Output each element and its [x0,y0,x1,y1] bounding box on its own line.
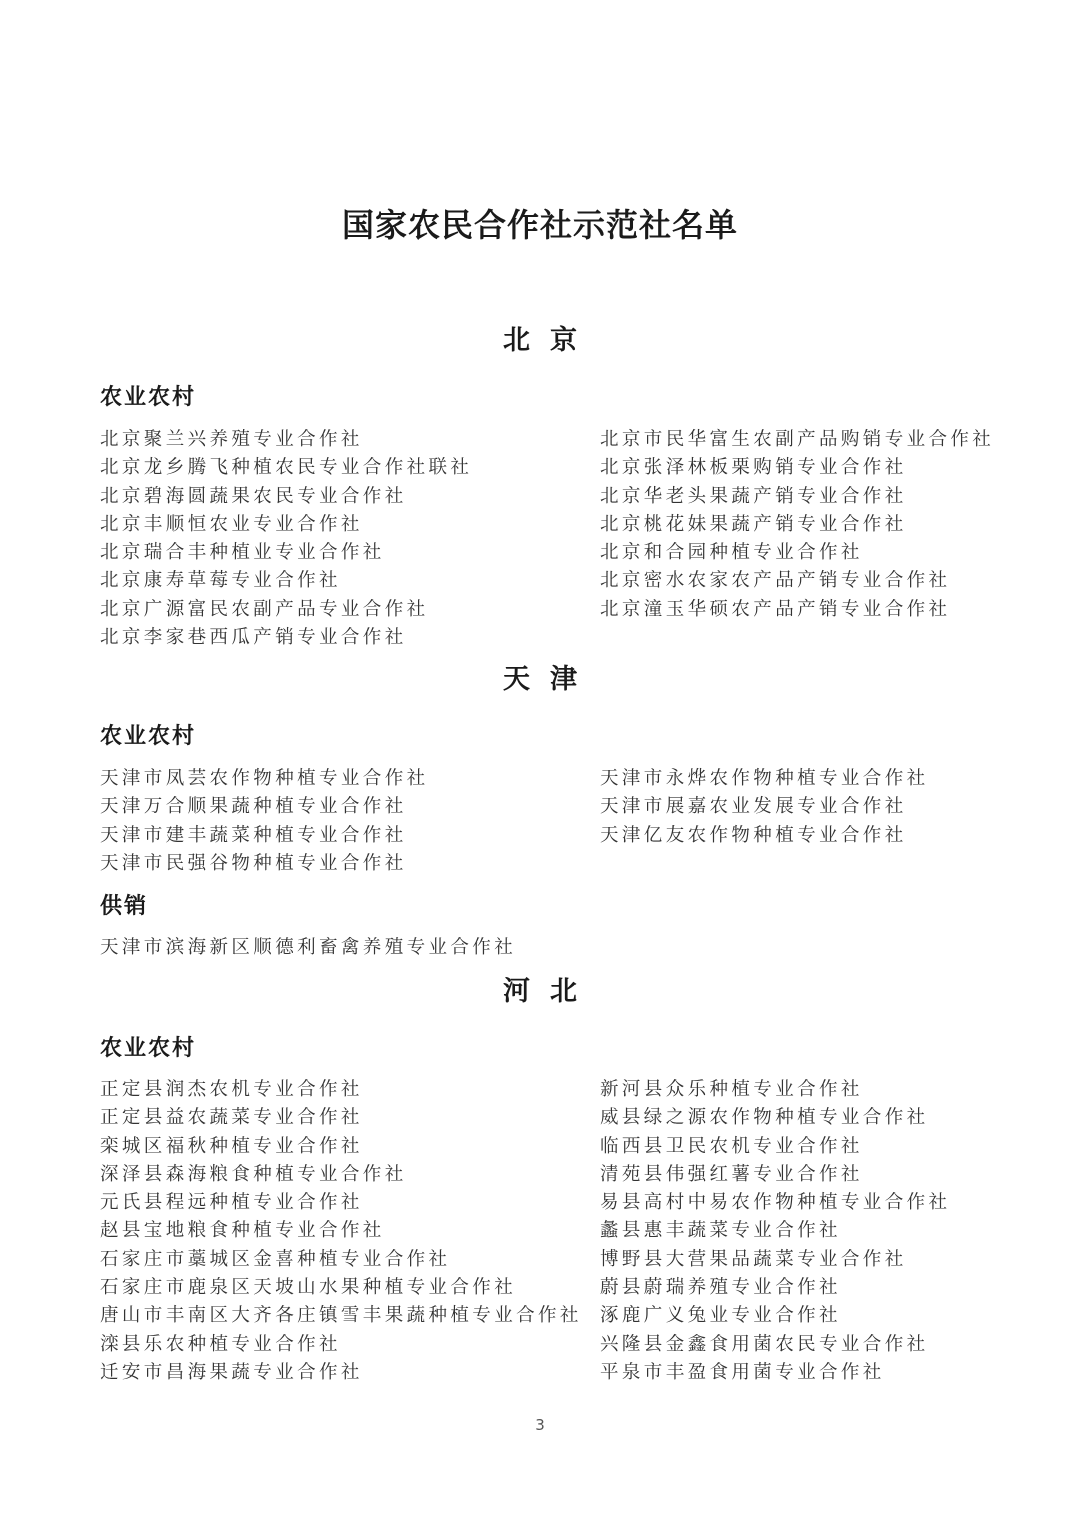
cooperative-item: 平泉市丰盈食用菌专业合作社 [600,1361,885,1383]
cooperative-item: 北京张泽林板栗购销专业合作社 [600,457,907,479]
category-heading: 农业农村 [100,724,197,749]
cooperative-item: 涿鹿广义兔业专业合作社 [600,1305,841,1327]
cooperative-list-right [600,426,994,624]
cooperative-item: 迁安市昌海果蔬专业合作社 [100,1361,363,1383]
cooperative-item: 天津亿友农作物种植专业合作社 [600,824,907,846]
cooperative-list-right [600,765,929,850]
cooperative-item: 北京李家巷西瓜产销专业合作社 [100,627,407,649]
cooperative-item: 唐山市丰南区大齐各庄镇雪丰果蔬种植专业合作社 [100,1305,582,1327]
cooperative-list-left [100,1076,582,1387]
cooperative-item: 蔚县蔚瑞养殖专业合作社 [600,1277,841,1299]
cooperative-item: 北京龙乡腾飞种植农民专业合作社联社 [100,457,473,479]
cooperative-item: 天津市展嘉农业发展专业合作社 [600,796,907,818]
cooperative-item: 北京聚兰兴养殖专业合作社 [100,429,363,450]
cooperative-item: 滦县乐农种植专业合作社 [100,1333,341,1355]
cooperative-item: 元氏县程远种植专业合作社 [100,1192,363,1214]
cooperative-item: 石家庄市藁城区金喜种植专业合作社 [100,1248,451,1270]
cooperative-item: 北京康寿草莓专业合作社 [100,570,341,592]
cooperative-item: 正定县润杰农机专业合作社 [100,1079,363,1100]
cooperative-list-right [600,1076,950,1387]
cooperative-item: 博野县大营果品蔬菜专业合作社 [600,1248,907,1270]
cooperative-item: 北京广源富民农副产品专业合作社 [100,598,429,620]
region-heading-tianjin: 天津 [503,664,597,695]
cooperative-item: 易县高村中易农作物种植专业合作社 [600,1192,951,1214]
cooperative-item: 石家庄市鹿泉区天坡山水果种植专业合作社 [100,1277,517,1299]
cooperative-item: 临西县卫民农机专业合作社 [600,1135,863,1157]
cooperative-list-left [100,426,472,652]
cooperative-list-left [100,934,516,962]
cooperative-item: 正定县益农蔬菜专业合作社 [100,1107,363,1129]
category-heading: 农业农村 [100,1036,197,1061]
cooperative-item: 天津市永烨农作物种植专业合作社 [600,768,929,789]
cooperative-item: 威县绿之源农作物种植专业合作社 [600,1107,929,1129]
cooperative-item: 天津市民强谷物种植专业合作社 [100,852,407,874]
cooperative-item: 兴隆县金鑫食用菌农民专业合作社 [600,1333,929,1355]
cooperative-item: 北京市民华富生农副产品购销专业合作社 [600,429,995,450]
cooperative-item: 深泽县森海粮食种植专业合作社 [100,1163,407,1185]
cooperative-item: 赵县宝地粮食种植专业合作社 [100,1220,385,1242]
cooperative-item: 北京瑞合丰种植业专业合作社 [100,542,385,564]
cooperative-item: 清苑县伟强红薯专业合作社 [600,1163,863,1185]
cooperative-item: 天津万合顺果蔬种植专业合作社 [100,796,407,818]
cooperative-item: 北京潼玉华硕农产品产销专业合作社 [600,598,951,620]
cooperative-item: 北京和合园种植专业合作社 [600,542,863,564]
page-number: 3 [535,1416,545,1434]
category-heading: 农业农村 [100,385,197,410]
cooperative-item: 北京桃花妹果蔬产销专业合作社 [600,513,907,535]
category-heading: 供销 [100,894,149,919]
cooperative-item: 北京华老头果蔬产销专业合作社 [600,485,907,507]
cooperative-item: 蠡县惠丰蔬菜专业合作社 [600,1220,841,1242]
cooperative-item: 北京丰顺恒农业专业合作社 [100,513,363,535]
cooperative-item: 天津市凤芸农作物种植专业合作社 [100,768,429,789]
cooperative-item: 北京密水农家农产品产销专业合作社 [600,570,951,592]
cooperative-item: 天津市建丰蔬菜种植专业合作社 [100,824,407,846]
cooperative-item: 天津市滨海新区顺德利畜禽养殖专业合作社 [100,937,517,958]
region-heading-hebei: 河北 [503,976,597,1007]
cooperative-item: 栾城区福秋种植专业合作社 [100,1135,363,1157]
region-heading-beijing: 北京 [503,325,597,356]
cooperative-list-left [100,765,429,878]
cooperative-item: 新河县众乐种植专业合作社 [600,1079,863,1100]
document-title: 国家农民合作社示范社名单 [341,206,738,244]
cooperative-item: 北京碧海圆蔬果农民专业合作社 [100,485,407,507]
